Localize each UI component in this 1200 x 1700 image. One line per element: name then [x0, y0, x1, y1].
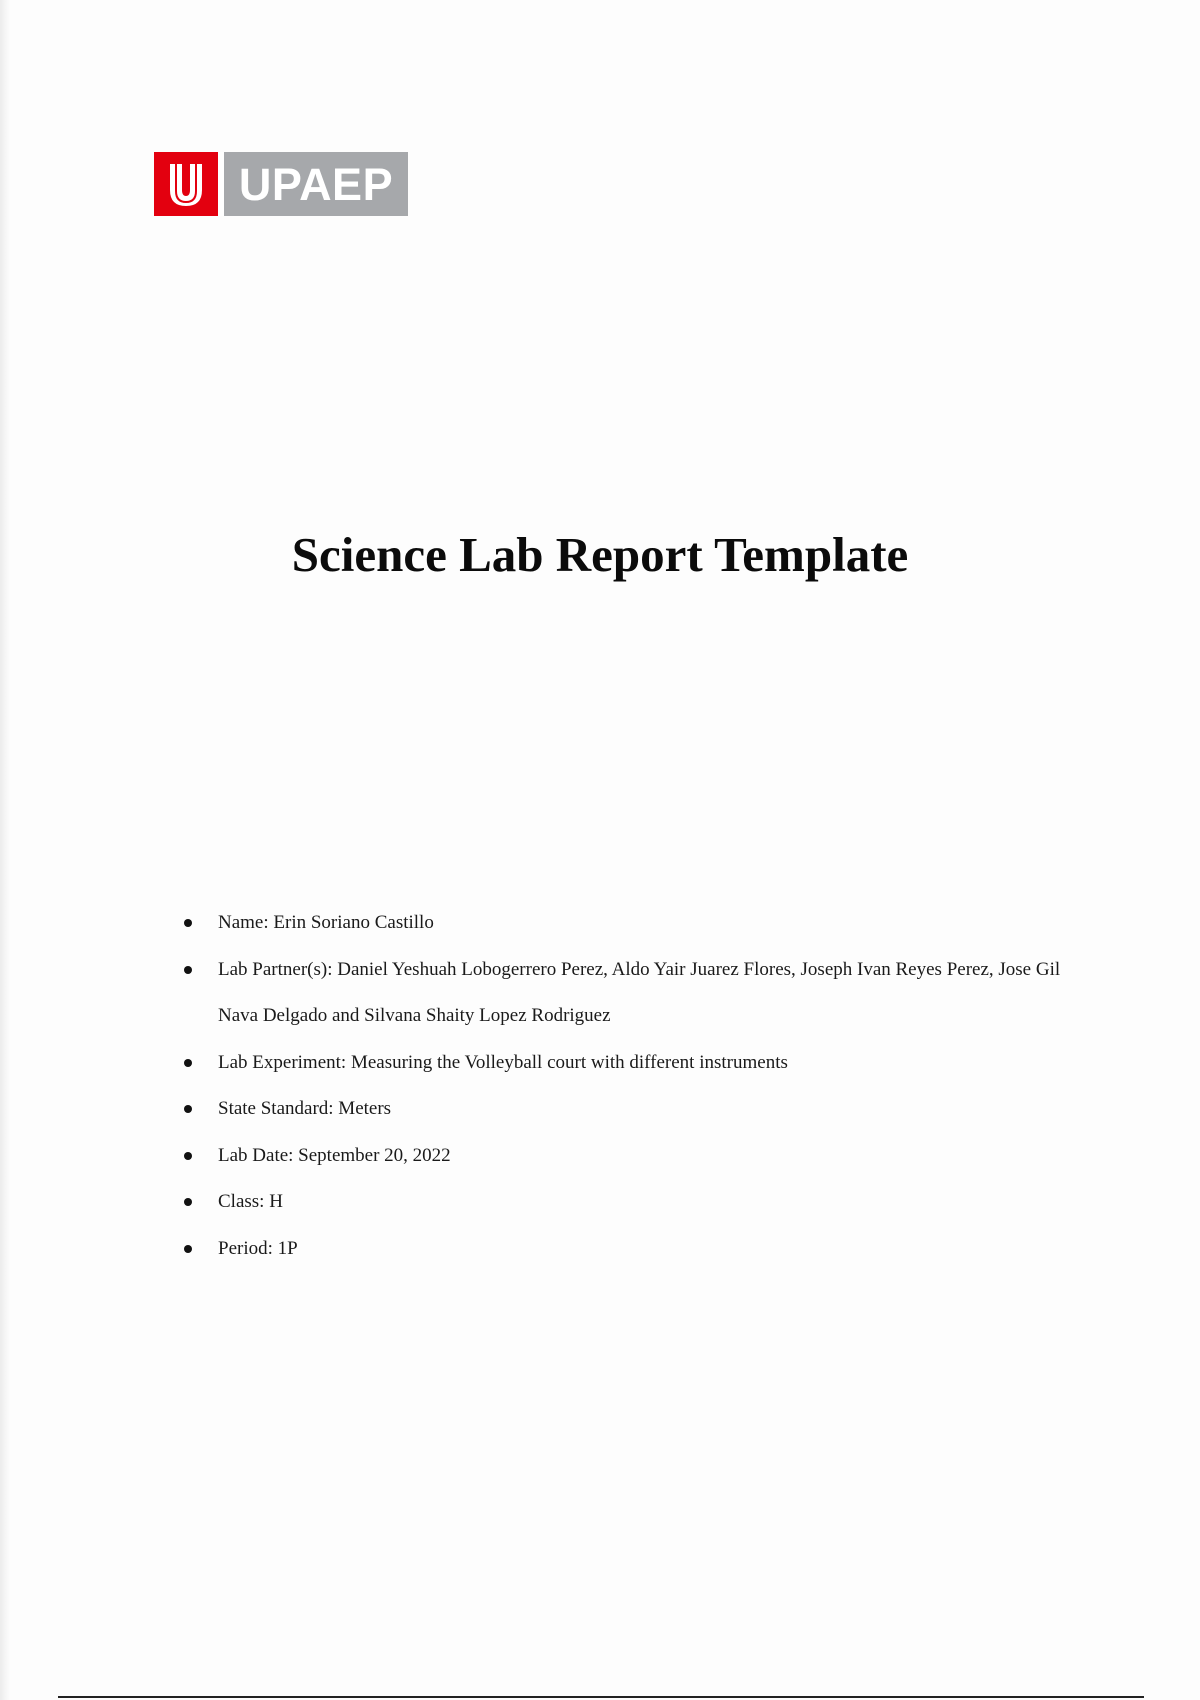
- list-item-class: [184, 1179, 1064, 1226]
- list-item-text: Name: Erin Soriano Castillo: [218, 912, 434, 933]
- list-item-lab-experiment: [184, 1040, 1064, 1087]
- list-item-name: [184, 900, 1064, 947]
- list-item-state-standard: [184, 1086, 1064, 1133]
- bottom-divider: [58, 1696, 1144, 1698]
- upaep-wordmark: [224, 152, 408, 216]
- u-letter-icon: [162, 160, 210, 208]
- list-item-text: Lab Date: September 20, 2022: [218, 1144, 451, 1166]
- upaep-logo: [154, 152, 408, 216]
- document-title: Science Lab Report Template: [291, 527, 909, 582]
- page-edge-shadow: [0, 0, 10, 1700]
- upaep-u-mark-icon: [154, 152, 218, 216]
- bullet-icon: [184, 1152, 192, 1160]
- bullet-icon: [184, 1245, 192, 1253]
- list-item-text: State Standard: Meters: [218, 1098, 392, 1119]
- list-item-text: Period: 1P: [218, 1237, 298, 1259]
- wordmark-text: UPAEP: [238, 158, 394, 210]
- bullet-icon: [184, 919, 192, 927]
- list-item-period: [184, 1226, 1064, 1273]
- report-details-list: [184, 900, 1064, 1272]
- bullet-icon: [184, 1105, 192, 1113]
- list-item-text: Lab Partner(s): Daniel Yeshuah Lobogerrero Perez, Aldo Yair Juarez Flores, Joseph Ivan Reyes Perez, Jose Gil Nava Delgado and Silvana Shaity Lopez Rodriguez: [218, 958, 1061, 1026]
- list-item-text: Lab Experiment: Measuring the Volleyball court with different instruments: [218, 1051, 788, 1073]
- list-item-lab-date: [184, 1133, 1064, 1180]
- bullet-icon: [184, 1059, 192, 1067]
- list-item-lab-partners: [184, 947, 1064, 1040]
- bullet-icon: [184, 966, 192, 974]
- list-item-text: Class: H: [218, 1191, 283, 1212]
- bullet-icon: [184, 1198, 192, 1206]
